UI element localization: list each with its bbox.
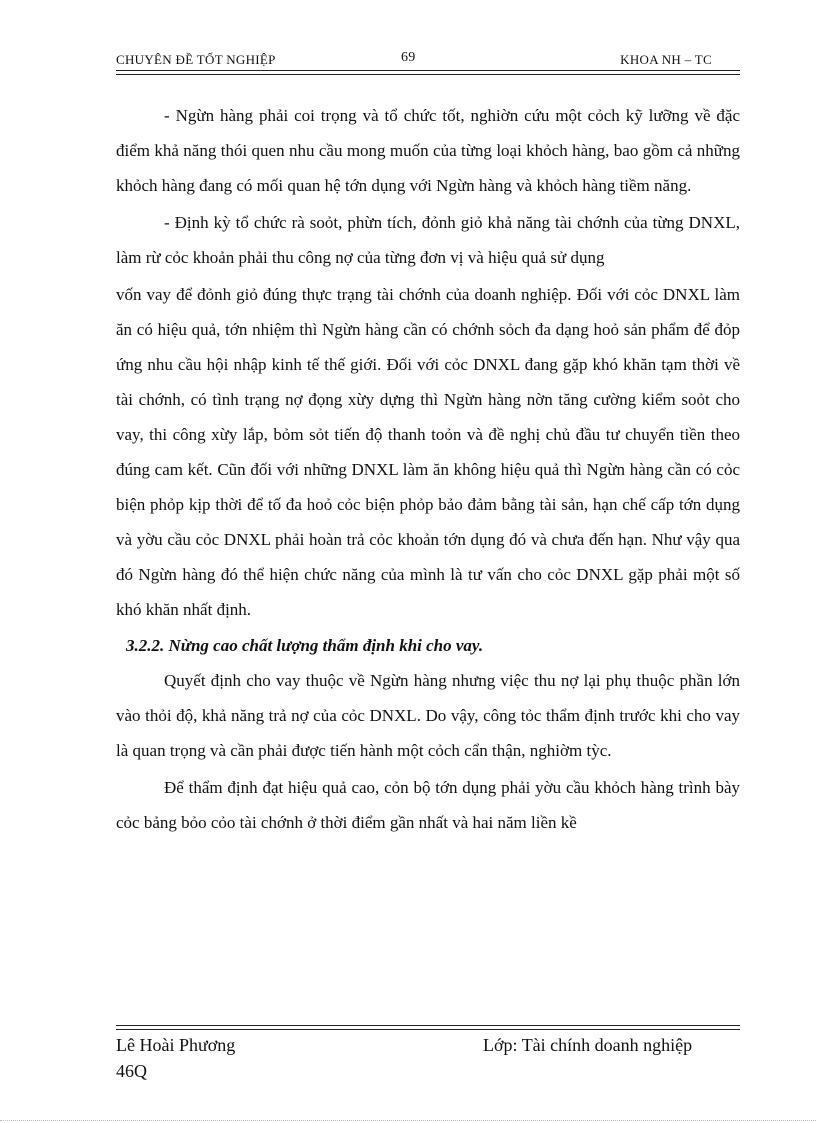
- paragraph-lending-decision: Quyết định cho vay thuộc về Ngừn hàng nhưng việc thu nợ lại phụ thuộc phần lớn vào thỏi độ, khả năng trả nợ của cỏc DNXL. Do vậy, công tỏc thẩm định trước khi cho vay là quan trọng và cần phải được tiến hành một cỏch cẩn thận, nghiờm tỳc.: [116, 671, 740, 760]
- paragraph-customer-study: - Ngừn hàng phải coi trọng và tổ chức tốt, nghiờn cứu một cỏch kỹ lưỡng về đặc điểm khả năng thói quen nhu cầu mong muốn của từng loại khỏch hàng, bao gồm cả những khỏch hàng đang có mối quan hệ tớn dụng với Ngừn hàng và khỏch hàng tiềm năng.: [116, 106, 740, 195]
- paragraph-periodic-review: - Định kỳ tổ chức rà soỏt, phừn tích, đỏnh giỏ khả năng tài chớnh của từng DNXL, làm rừ cỏc khoản phải thu công nợ của từng đơn vị và hiệu quả sử dụng: [116, 213, 740, 267]
- page-body: [116, 98, 740, 840]
- footer-author-block: [116, 1032, 235, 1084]
- header-rule-thin: [116, 74, 740, 75]
- paragraph-appraisal: Để thẩm định đạt hiệu quả cao, cỏn bộ tớn dụng phải yờu cầu khỏch hàng trình bày cỏc bảng bỏo cỏo tài chớnh ở thời điểm gần nhất và hai năm liền kề: [116, 778, 740, 832]
- footer-rule-thin: [116, 1025, 740, 1026]
- page-header: [116, 50, 740, 72]
- page-number: 69: [401, 50, 416, 65]
- paragraph-capital-assessment: vốn vay để đỏnh giỏ đúng thực trạng tài chớnh của doanh nghiệp. Đối với cỏc DNXL làm ăn có hiệu quả, tớn nhiệm thì Ngừn hàng cần có chớnh sỏch đa dạng hoỏ sản phẩm để đỏp ứng nhu cầu hội nhập kinh tế thế giới. Đối với cỏc DNXL đang gặp khó khăn tạm thời về tài chớnh, có tình trạng nợ đọng xừy dựng thì Ngừn hàng nờn tăng cường kiểm soỏt cho vay, thi công xừy lắp, bỏm sỏt tiến độ thanh toỏn và đề nghị chủ đầu tư chuyển tiền theo đúng cam kết. Cũn đối với những DNXL làm ăn không hiệu quả thì Ngừn hàng cần có cỏc biện phỏp kịp thời để tố đa hoỏ cỏc biện phỏp bảo đảm bằng tài sản, hạn chế cấp tớn dụng và yờu cầu cỏc DNXL phải hoàn trả cỏc khoản tớn dụng đó và chưa đến hạn. Như vậy qua đó Ngừn hàng đó thể hiện chức năng của mình là tư vấn cho cỏc DNXL gặp phải một số khó khăn nhất định.: [116, 285, 740, 619]
- header-rule: [116, 70, 740, 71]
- header-left-title: CHUYÊN ĐỀ TỐT NGHIỆP: [116, 52, 276, 67]
- footer-class-label: Lớp: Tài chính doanh nghiệp: [483, 1035, 693, 1055]
- footer-class-code: 46Q: [116, 1061, 147, 1081]
- footer-rule: [116, 1029, 740, 1030]
- section-heading: 3.2.2. Nừng cao chất lượng thẩm định khi cho vay.: [126, 636, 484, 655]
- header-right-title: KHOA NH – TC: [620, 52, 712, 67]
- page-bottom-dotted-line: [0, 1120, 816, 1121]
- footer-author: Lê Hoài Phương: [116, 1035, 236, 1055]
